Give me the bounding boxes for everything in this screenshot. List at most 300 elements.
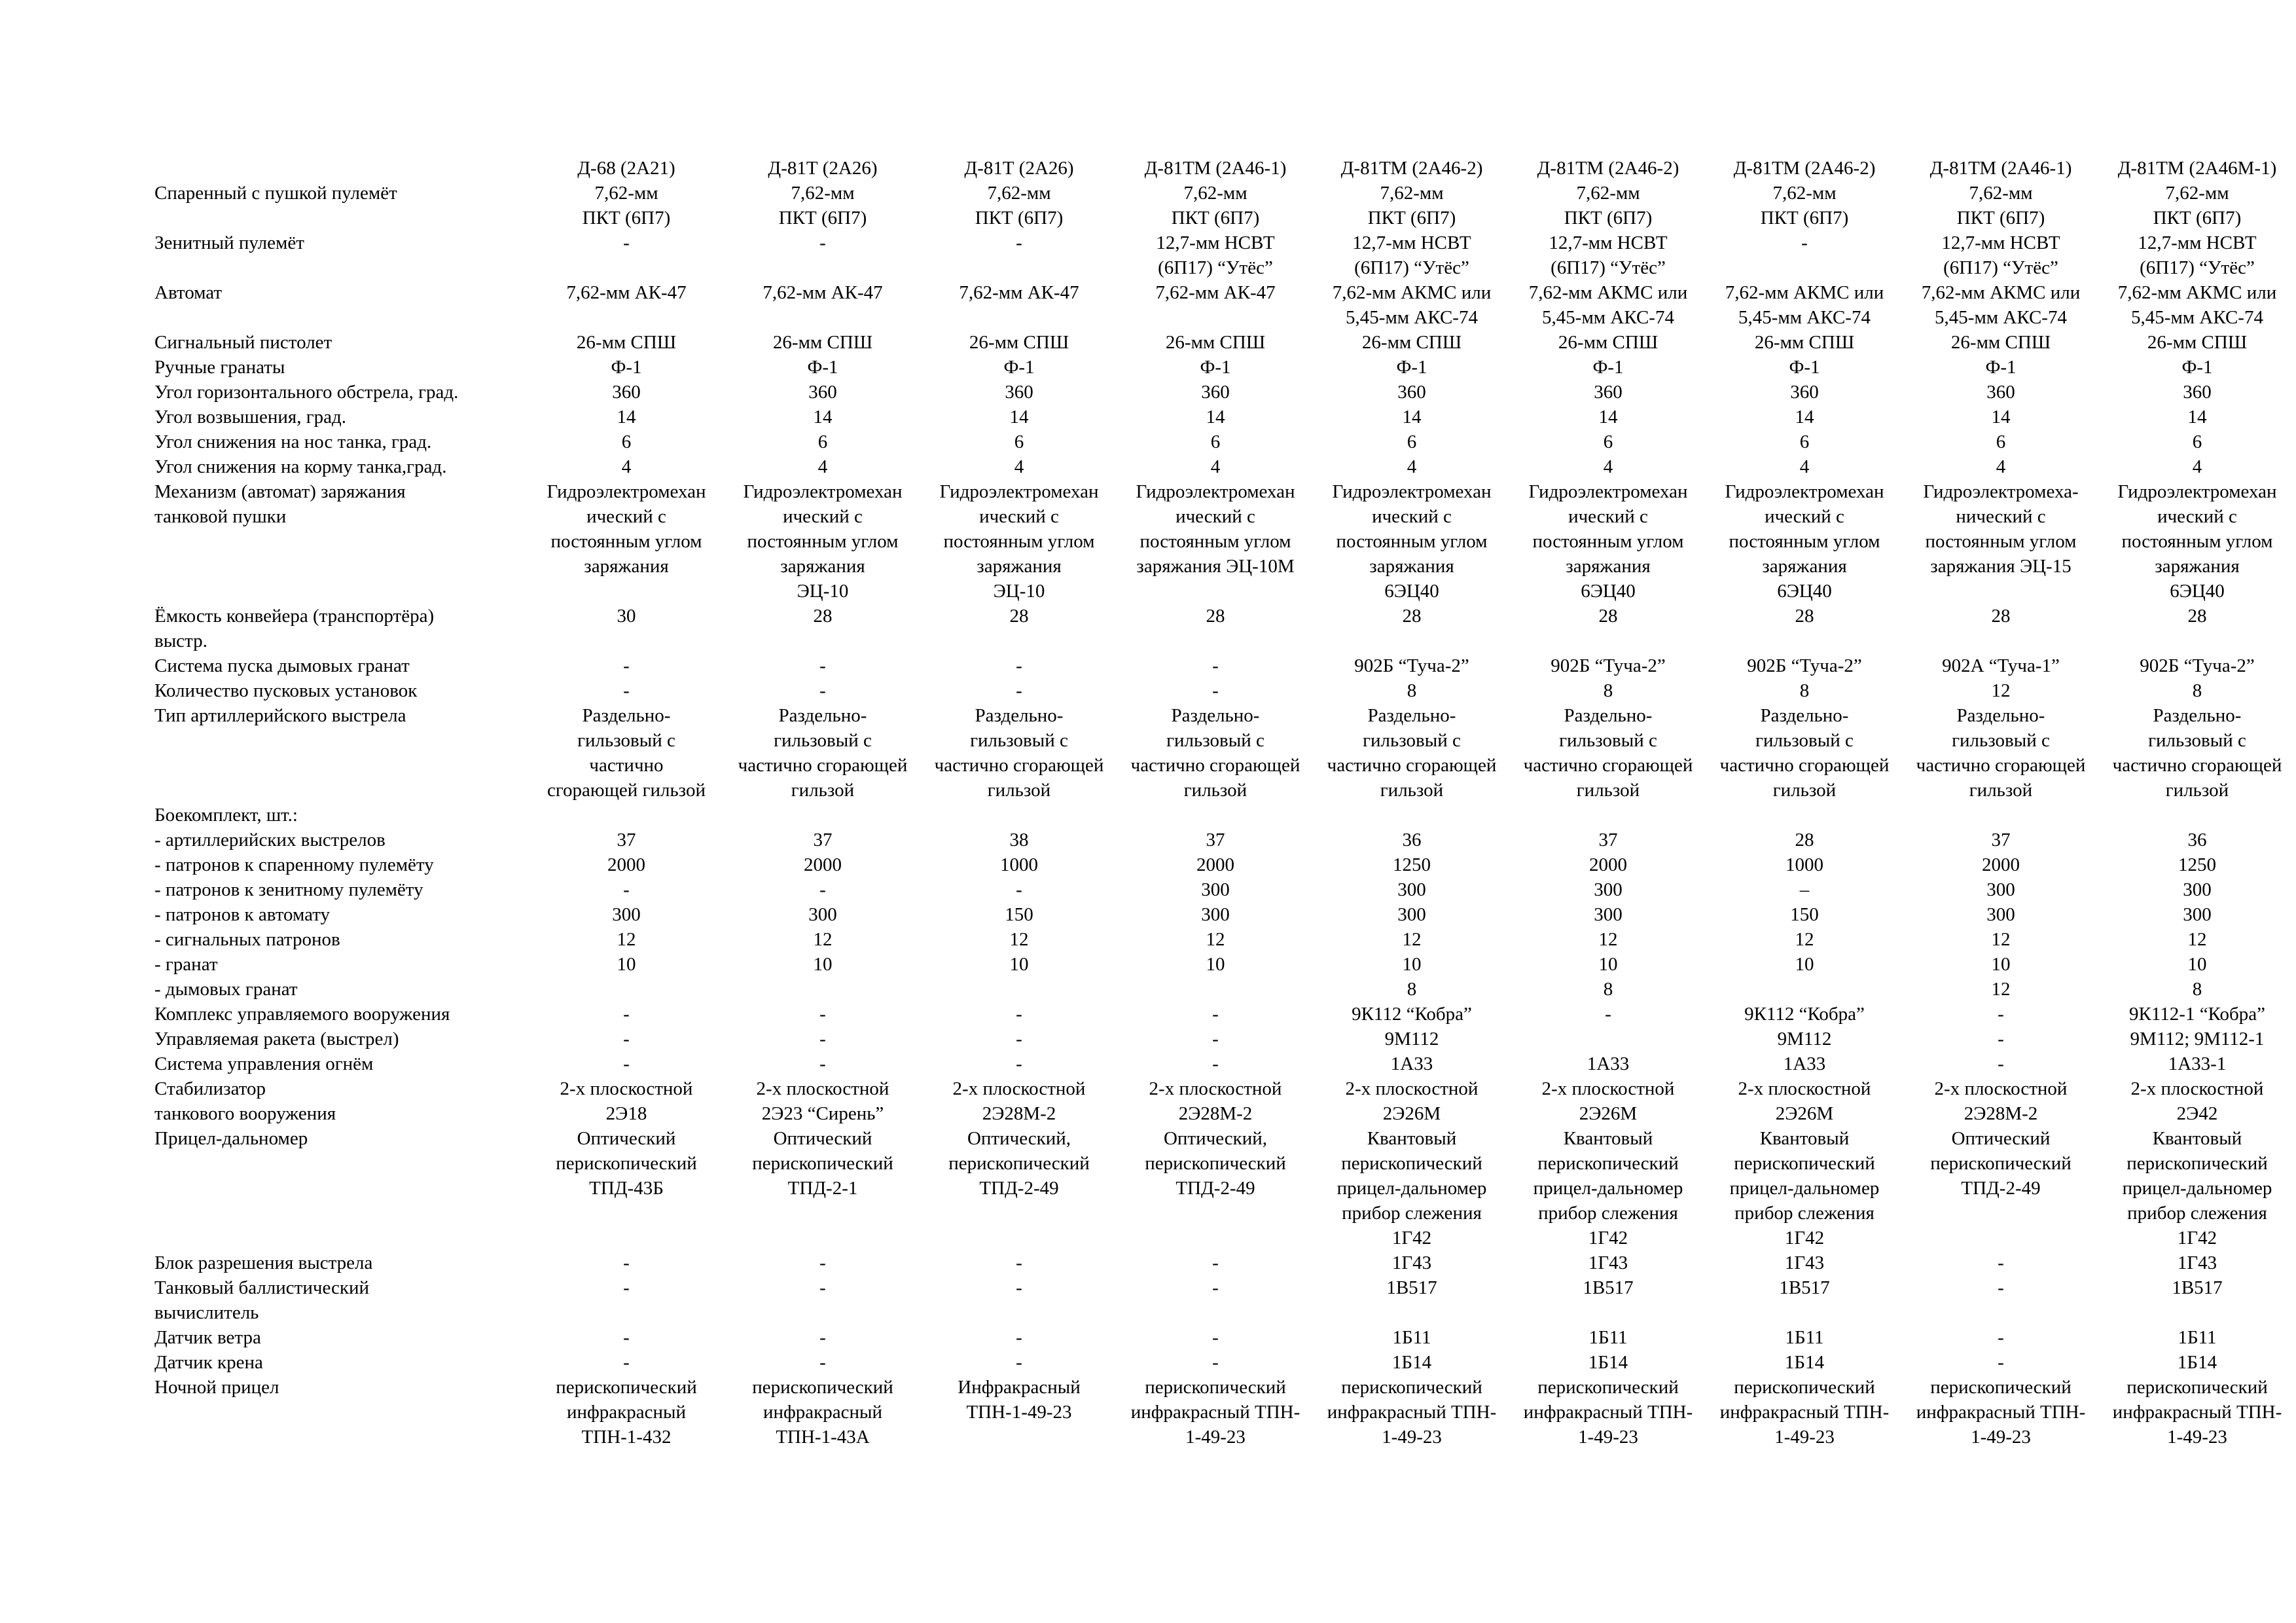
table-cell: 1В517 (2172, 1277, 2223, 1298)
row-label: - артиллерийских выстрелов (154, 830, 386, 850)
table-cell: 30 (617, 606, 636, 627)
table-cell: Раздельно- гильзовый с частично сгорающей гильзой (547, 705, 706, 801)
table-cell (1117, 803, 1314, 828)
table-row (154, 977, 2295, 1002)
row-label: Стабилизатор танкового вооружения (154, 1078, 336, 1124)
table-cell: 1250 (1393, 854, 1431, 875)
table-cell: 12 (1402, 929, 1422, 950)
table-cell: Раздельно- гильзовый с частично сгорающей гильзой (934, 705, 1104, 801)
table-cell: перископический инфракрасный ТПН- 1-49-23 (2112, 1377, 2282, 1448)
table-cell: - (1212, 655, 1219, 676)
table-cell: - (1016, 1327, 1022, 1348)
table-cell: 37 (1991, 830, 2011, 850)
table-cell: 12 (617, 929, 636, 950)
table-cell: Квантовый перископический прицел-дальномер прибор слежения 1Г42 (2122, 1128, 2272, 1249)
table-cell (1117, 977, 1314, 1002)
table-cell: - (819, 1352, 826, 1373)
table-cell: 6 (1407, 431, 1417, 452)
table-cell: 6 (1603, 431, 1613, 452)
table-cell: 300 (1986, 879, 2015, 900)
column-header: Д-81ТМ (2А46-2) (1733, 158, 1876, 179)
table-row (154, 429, 2295, 454)
column-header: Д-81Т (2А26) (964, 158, 1074, 179)
table-cell: 8 (1407, 680, 1417, 701)
table-cell: Гидроэлектромехан ический с постоянным углом заряжания 6ЭЦ40 (1332, 481, 1492, 602)
table-cell: 28 (1598, 606, 1618, 627)
table-cell: Ф-1 (1592, 357, 1624, 378)
table-cell: - (1016, 1352, 1022, 1373)
row-label: Сигнальный пистолет (154, 332, 332, 353)
table-cell (2099, 803, 2295, 828)
table-cell: Гидроэлектромехан ический с постоянным углом заряжания 6ЭЦ40 (1725, 481, 1884, 602)
table-row (154, 653, 2295, 678)
table-row (154, 1027, 2295, 1051)
table-cell: 360 (808, 382, 837, 403)
table-cell: 7,62-мм ПКТ (6П7) (1564, 183, 1653, 228)
table-cell: - (819, 1053, 826, 1074)
row-label: Угол горизонтального обстрела, град. (154, 382, 459, 403)
table-cell: перископический инфракрасный ТПН- 1-49-23 (1327, 1377, 1497, 1448)
table-cell: 360 (1986, 382, 2015, 403)
table-cell: 28 (813, 606, 833, 627)
table-cell (725, 803, 921, 828)
table-row (154, 380, 2295, 405)
table-cell: 1А33-1 (2168, 1053, 2227, 1074)
table-cell: - (819, 1252, 826, 1273)
table-cell: Гидроэлектромеха- нический с постоянным углом заряжания ЭЦ-15 (1923, 481, 2079, 577)
table-cell: 7,62-мм ПКТ (6П7) (975, 183, 1064, 228)
table-cell: - (623, 1352, 630, 1373)
table-cell: 10 (1991, 954, 2011, 975)
table-cell: 10 (617, 954, 636, 975)
table-cell: перископический инфракрасный ТПН- 1-49-23 (1130, 1377, 1300, 1448)
table-row (154, 1350, 2295, 1375)
table-cell: 300 (1594, 879, 1623, 900)
row-label: Автомат (154, 282, 223, 303)
table-cell: 360 (1005, 382, 1033, 403)
table-cell: 26-мм СПШ (772, 332, 873, 353)
table-row (154, 703, 2295, 803)
table-cell: 1Г43 (1588, 1252, 1628, 1273)
table-cell: - (1016, 1004, 1022, 1025)
table-cell: 26-мм СПШ (1165, 332, 1266, 353)
table-cell: перископический инфракрасный ТПН- 1-49-23 (1719, 1377, 1890, 1448)
table-cell: 902Б “Туча-2” (1551, 655, 1666, 676)
table-cell: перископический инфракрасный ТПН-1-432 (556, 1377, 697, 1448)
row-label: Угол снижения на корму танка,град. (154, 456, 447, 477)
table-cell: 7,62-мм АК-47 (959, 282, 1079, 303)
table-cell: 1Б14 (1391, 1352, 1432, 1373)
table-row (154, 181, 2295, 230)
table-cell: 902А “Туча-1” (1942, 655, 2060, 676)
table-cell: 7,62-мм ПКТ (6П7) (1760, 183, 1849, 228)
column-header: Д-81ТМ (2А46-1) (1929, 158, 2072, 179)
table-cell: 37 (1206, 830, 1225, 850)
table-row (154, 604, 2295, 653)
table-cell: - (1016, 1252, 1022, 1273)
table-cell: 1Б14 (2177, 1352, 2217, 1373)
table-cell: 1А33 (1390, 1053, 1433, 1074)
table-cell: 2-х плоскостной 2Э26М (1541, 1078, 1675, 1124)
table-cell: 4 (817, 456, 828, 477)
table-cell: 12,7-мм НСВТ (6П17) “Утёс” (1941, 232, 2060, 278)
table-cell: Инфракрасный ТПН-1-49-23 (958, 1377, 1081, 1423)
table-cell: 28 (1206, 606, 1225, 627)
table-cell: - (623, 1252, 630, 1273)
table-cell: 8 (1603, 680, 1613, 701)
table-cell: 26-мм СПШ (2147, 332, 2248, 353)
table-cell: 26-мм СПШ (1754, 332, 1855, 353)
table-cell (1706, 803, 1903, 828)
table-cell: - (819, 1004, 826, 1025)
table-cell: Гидроэлектромехан ический с постоянным углом заряжания ЭЦ-10 (743, 481, 903, 602)
table-cell: 300 (1986, 904, 2015, 925)
table-cell: Раздельно- гильзовый с частично сгорающей гильзой (1327, 705, 1497, 801)
table-cell: 4 (1603, 456, 1613, 477)
table-cell: Оптический перископический ТПД-43Б (556, 1128, 697, 1199)
table-cell: 7,62-мм АКМС или 5,45-мм АКС-74 (1332, 282, 1492, 328)
table-cell: 8 (2192, 680, 2202, 701)
table-cell: Ф-1 (2181, 357, 2213, 378)
table-cell: 360 (1201, 382, 1230, 403)
table-cell: - (1998, 1029, 2004, 1049)
table-cell: Ф-1 (807, 357, 838, 378)
table-cell: 360 (2183, 382, 2212, 403)
table-cell: Гидроэлектромехан ический с постоянным углом заряжания ЭЦ-10 (939, 481, 1099, 602)
table-cell (921, 803, 1117, 828)
table-row (154, 852, 2295, 877)
table-cell: 10 (813, 954, 833, 975)
table-cell: 28 (1009, 606, 1029, 627)
table-cell: 7,62-мм ПКТ (6П7) (1956, 183, 2045, 228)
table-cell: - (623, 680, 630, 701)
table-cell: 12 (1991, 929, 2011, 950)
table-cell (725, 977, 921, 1002)
table-cell: 2-х плоскостной 2Э28М-2 (1149, 1078, 1282, 1124)
table-cell: - (1998, 1004, 2004, 1025)
table-cell: - (1801, 232, 1808, 253)
table-row (154, 355, 2295, 380)
table-cell: Оптический, перископический ТПД-2-49 (1145, 1128, 1286, 1199)
table-cell (1510, 803, 1706, 828)
table-cell: - (1016, 232, 1022, 253)
table-cell: - (1212, 1252, 1219, 1273)
table-cell (1314, 803, 1510, 828)
table-cell: 26-мм СПШ (969, 332, 1069, 353)
table-cell: 1Г43 (2177, 1252, 2217, 1273)
row-label: - патронов к автомату (154, 904, 331, 925)
table-cell: перископический инфракрасный ТПН- 1-49-23 (1523, 1377, 1693, 1448)
table-cell: 2-х плоскостной 2Э23 “Сирень” (756, 1078, 889, 1124)
table-cell: 37 (1598, 830, 1618, 850)
table-cell: 37 (617, 830, 636, 850)
column-header: Д-81ТМ (2А46М-1) (2117, 158, 2277, 179)
table-cell: 2-х плоскостной 2Э18 (560, 1078, 693, 1124)
table-cell: 4 (1799, 456, 1810, 477)
table-row (154, 678, 2295, 703)
row-label: Ёмкость конвейера (транспортёра) выстр. (154, 606, 435, 651)
row-label: - дымовых гранат (154, 979, 298, 1000)
table-cell: 9К112-1 “Кобра” (2129, 1004, 2265, 1025)
table-cell: 2-х плоскостной 2Э28М-2 (1934, 1078, 2068, 1124)
table-cell: - (1212, 1029, 1219, 1049)
table-cell: Раздельно- гильзовый с частично сгорающей гильзой (1130, 705, 1300, 801)
table-cell: 4 (621, 456, 632, 477)
table-cell: Раздельно- гильзовый с частично сгорающей гильзой (1916, 705, 2086, 801)
table-cell: 12 (1795, 929, 1814, 950)
table-cell: Оптический перископический ТПД-2-1 (752, 1128, 893, 1199)
table-cell: 10 (1009, 954, 1029, 975)
table-row (154, 1076, 2295, 1126)
table-cell: - (1212, 1277, 1219, 1298)
table-cell: 1000 (1000, 854, 1038, 875)
table-cell: 8 (1407, 979, 1417, 1000)
table-cell: - (1016, 879, 1022, 900)
table-cell: Ф-1 (1200, 357, 1231, 378)
table-cell: 8 (2192, 979, 2202, 1000)
table-cell: 37 (813, 830, 833, 850)
table-cell: 7,62-мм АК-47 (566, 282, 687, 303)
table-cell: 150 (1790, 904, 1819, 925)
table-cell (1510, 1027, 1706, 1051)
table-cell: Ф-1 (1396, 357, 1427, 378)
table-cell: 4 (1407, 456, 1417, 477)
table-cell: 7,62-мм ПКТ (6П7) (582, 183, 671, 228)
table-cell: 7,62-мм АКМС или 5,45-мм АКС-74 (1528, 282, 1688, 328)
table-cell: 300 (2183, 904, 2212, 925)
row-label: - гранат (154, 954, 218, 975)
table-cell: 28 (1991, 606, 2011, 627)
table-cell: 300 (1594, 904, 1623, 925)
table-cell: - (623, 1053, 630, 1074)
header-row (154, 156, 2295, 181)
table-cell: 1В517 (1583, 1277, 1634, 1298)
table-cell: 4 (1996, 456, 2006, 477)
table-cell: 14 (1795, 407, 1814, 428)
table-cell: Квантовый перископический прицел-дальномер прибор слежения 1Г42 (1729, 1128, 1880, 1249)
table-cell: Ф-1 (611, 357, 642, 378)
table-cell: - (1016, 655, 1022, 676)
table-cell: Раздельно- гильзовый с частично сгорающей гильзой (1523, 705, 1693, 801)
table-row (154, 927, 2295, 952)
table-cell: Гидроэлектромехан ический с постоянным углом заряжания ЭЦ-10М (1136, 481, 1295, 577)
table-cell: Раздельно- гильзовый с частично сгорающей гильзой (1719, 705, 1890, 801)
table-cell: 26-мм СПШ (1361, 332, 1462, 353)
table-cell: 7,62-мм АК-47 (762, 282, 883, 303)
table-cell: 7,62-мм ПКТ (6П7) (1171, 183, 1260, 228)
table-row (154, 405, 2295, 429)
table-cell: 26-мм СПШ (1950, 332, 2051, 353)
table-cell: - (1016, 1053, 1022, 1074)
table-cell: 1Б11 (1588, 1327, 1628, 1348)
table-cell: 28 (1795, 606, 1814, 627)
table-cell: 6 (2192, 431, 2202, 452)
table-cell: 9К112 “Кобра” (1744, 1004, 1865, 1025)
spec-table (154, 156, 2295, 1450)
table-cell: 12,7-мм НСВТ (6П17) “Утёс” (1549, 232, 1668, 278)
table-cell: 14 (1009, 407, 1029, 428)
table-row (154, 280, 2295, 330)
table-cell: 12 (1598, 929, 1618, 950)
table-cell (528, 977, 725, 1002)
table-cell: - (623, 1327, 630, 1348)
table-cell: 9К112 “Кобра” (1352, 1004, 1472, 1025)
table-cell: 12 (1009, 929, 1029, 950)
table-cell: - (1016, 1029, 1022, 1049)
table-cell: 7,62-мм ПКТ (6П7) (2153, 183, 2242, 228)
table-cell: 6 (1996, 431, 2006, 452)
table-cell: 1Б14 (1784, 1352, 1825, 1373)
table-cell: 10 (1598, 954, 1618, 975)
row-label: Угол возвышения, град. (154, 407, 346, 428)
table-cell: 28 (1402, 606, 1422, 627)
table-cell: 10 (2187, 954, 2207, 975)
row-label: Тип артиллерийского выстрела (154, 705, 406, 726)
table-cell: - (1998, 1277, 2004, 1298)
table-cell: - (623, 1277, 630, 1298)
table-cell: - (623, 232, 630, 253)
table-cell: Раздельно- гильзовый с частично сгорающей гильзой (738, 705, 908, 801)
row-label: Ночной прицел (154, 1377, 279, 1398)
table-cell: 7,62-мм АКМС или 5,45-мм АКС-74 (2117, 282, 2277, 328)
table-cell: 14 (1598, 407, 1618, 428)
table-cell (921, 977, 1117, 1002)
table-cell (1706, 977, 1903, 1002)
row-label: Угол снижения на нос танка, град. (154, 431, 432, 452)
table-cell: Гидроэлектромехан ический с постоянным углом заряжания 6ЭЦ40 (1528, 481, 1688, 602)
table-cell: - (623, 655, 630, 676)
table-cell: 6 (1210, 431, 1221, 452)
table-cell: - (1998, 1352, 2004, 1373)
table-row (154, 803, 2295, 828)
table-cell: 360 (612, 382, 641, 403)
table-cell: 1А33 (1783, 1053, 1826, 1074)
table-cell: 12,7-мм НСВТ (6П17) “Утёс” (1156, 232, 1275, 278)
table-cell: 12 (1991, 680, 2011, 701)
table-cell: 12,7-мм НСВТ (6П17) “Утёс” (2138, 232, 2257, 278)
table-cell: 10 (1402, 954, 1422, 975)
column-header: Д-81Т (2А26) (768, 158, 878, 179)
table-cell: 902Б “Туча-2” (1747, 655, 1862, 676)
table-cell: 2000 (1982, 854, 2020, 875)
table-cell: 12 (2187, 929, 2207, 950)
table-cell: – (1799, 879, 1810, 900)
table-cell: 2-х плоскостной 2Э26М (1345, 1078, 1479, 1124)
table-cell: 14 (2187, 407, 2207, 428)
table-row (154, 330, 2295, 355)
table-cell: - (1212, 1327, 1219, 1348)
table-cell: 14 (813, 407, 833, 428)
table-cell: 6 (1014, 431, 1024, 452)
row-label: - сигнальных патронов (154, 929, 340, 950)
column-header: Д-81ТМ (2А46-2) (1340, 158, 1483, 179)
table-row (154, 902, 2295, 927)
row-label: Управляемая ракета (выстрел) (154, 1029, 399, 1049)
table-cell: 6 (817, 431, 828, 452)
table-cell: - (623, 1004, 630, 1025)
table-cell: 7,62-мм АК-47 (1155, 282, 1276, 303)
table-cell: 8 (1603, 979, 1613, 1000)
table-cell: 14 (1402, 407, 1422, 428)
table-cell: Ф-1 (1789, 357, 1820, 378)
table-cell: Квантовый перископический прицел-дальномер прибор слежения 1Г42 (1336, 1128, 1487, 1249)
table-row (154, 1126, 2295, 1250)
table-cell: - (623, 1029, 630, 1049)
row-label: Количество пусковых установок (154, 680, 418, 701)
table-cell: - (1212, 680, 1219, 701)
table-row (154, 1375, 2295, 1450)
table-cell: - (1212, 1004, 1219, 1025)
table-cell: 4 (1210, 456, 1221, 477)
table-row (154, 828, 2295, 852)
table-row (154, 479, 2295, 604)
column-header: Д-81ТМ (2А46-2) (1537, 158, 1679, 179)
row-label: Спаренный с пушкой пулемёт (154, 183, 397, 204)
table-row (154, 1051, 2295, 1076)
table-cell: 14 (1206, 407, 1225, 428)
table-cell: Ф-1 (1003, 357, 1035, 378)
row-label: Прицел-дальномер (154, 1128, 308, 1149)
table-cell: перископический инфракрасный ТПН- 1-49-23 (1916, 1377, 2086, 1448)
table-cell: Раздельно- гильзовый с частично сгорающей гильзой (2112, 705, 2282, 801)
table-cell: 1В517 (1779, 1277, 1830, 1298)
table-cell: 300 (2183, 879, 2212, 900)
table-cell: 7,62-мм ПКТ (6П7) (1367, 183, 1456, 228)
row-label: Зенитный пулемёт (154, 232, 304, 253)
table-cell: Гидроэлектромехан ический с постоянным углом заряжания (547, 481, 706, 577)
row-label: Механизм (автомат) заряжания танковой пушки (154, 481, 406, 527)
table-cell: 300 (1201, 904, 1230, 925)
table-cell: 6 (621, 431, 632, 452)
table-cell: 9М112 (1777, 1029, 1832, 1049)
table-cell: - (1998, 1327, 2004, 1348)
table-cell: 1Б11 (1785, 1327, 1824, 1348)
table-row (154, 877, 2295, 902)
table-cell: Квантовый перископический прицел-дальномер прибор слежения 1Г42 (1533, 1128, 1683, 1249)
table-cell: 28 (1795, 830, 1814, 850)
table-row (154, 1002, 2295, 1027)
table-cell: 2000 (1589, 854, 1627, 875)
table-cell: - (819, 232, 826, 253)
table-cell: 9М112; 9М112-1 (2130, 1029, 2265, 1049)
table-cell: - (1016, 1277, 1022, 1298)
table-cell: 4 (2192, 456, 2202, 477)
table-cell: 7,62-мм АКМС или 5,45-мм АКС-74 (1921, 282, 2081, 328)
row-label: - патронов к зенитному пулемёту (154, 879, 423, 900)
table-cell: - (819, 879, 826, 900)
column-header: Д-68 (2А21) (577, 158, 675, 179)
table-cell: 12 (1206, 929, 1225, 950)
table-cell: 1000 (1785, 854, 1823, 875)
table-cell: 1А33 (1587, 1053, 1630, 1074)
table-cell: 902Б “Туча-2” (1354, 655, 1469, 676)
table-cell: 2000 (804, 854, 842, 875)
table-cell: 300 (1201, 879, 1230, 900)
table-cell: 300 (808, 904, 837, 925)
table-cell: 360 (1790, 382, 1819, 403)
table-row (154, 230, 2295, 280)
row-label: Датчик крена (154, 1352, 263, 1373)
table-cell: 7,62-мм АКМС или 5,45-мм АКС-74 (1725, 282, 1884, 328)
row-label: Система пуска дымовых гранат (154, 655, 410, 676)
table-cell: - (1212, 1352, 1219, 1373)
row-label: - патронов к спаренному пулемёту (154, 854, 434, 875)
table-cell: 12,7-мм НСВТ (6П17) “Утёс” (1352, 232, 1471, 278)
table-cell: 2-х плоскостной 2Э42 (2130, 1078, 2264, 1124)
table-cell: - (1212, 1053, 1219, 1074)
table-cell: - (819, 655, 826, 676)
table-cell: Оптический перископический ТПД-2-49 (1930, 1128, 2072, 1199)
